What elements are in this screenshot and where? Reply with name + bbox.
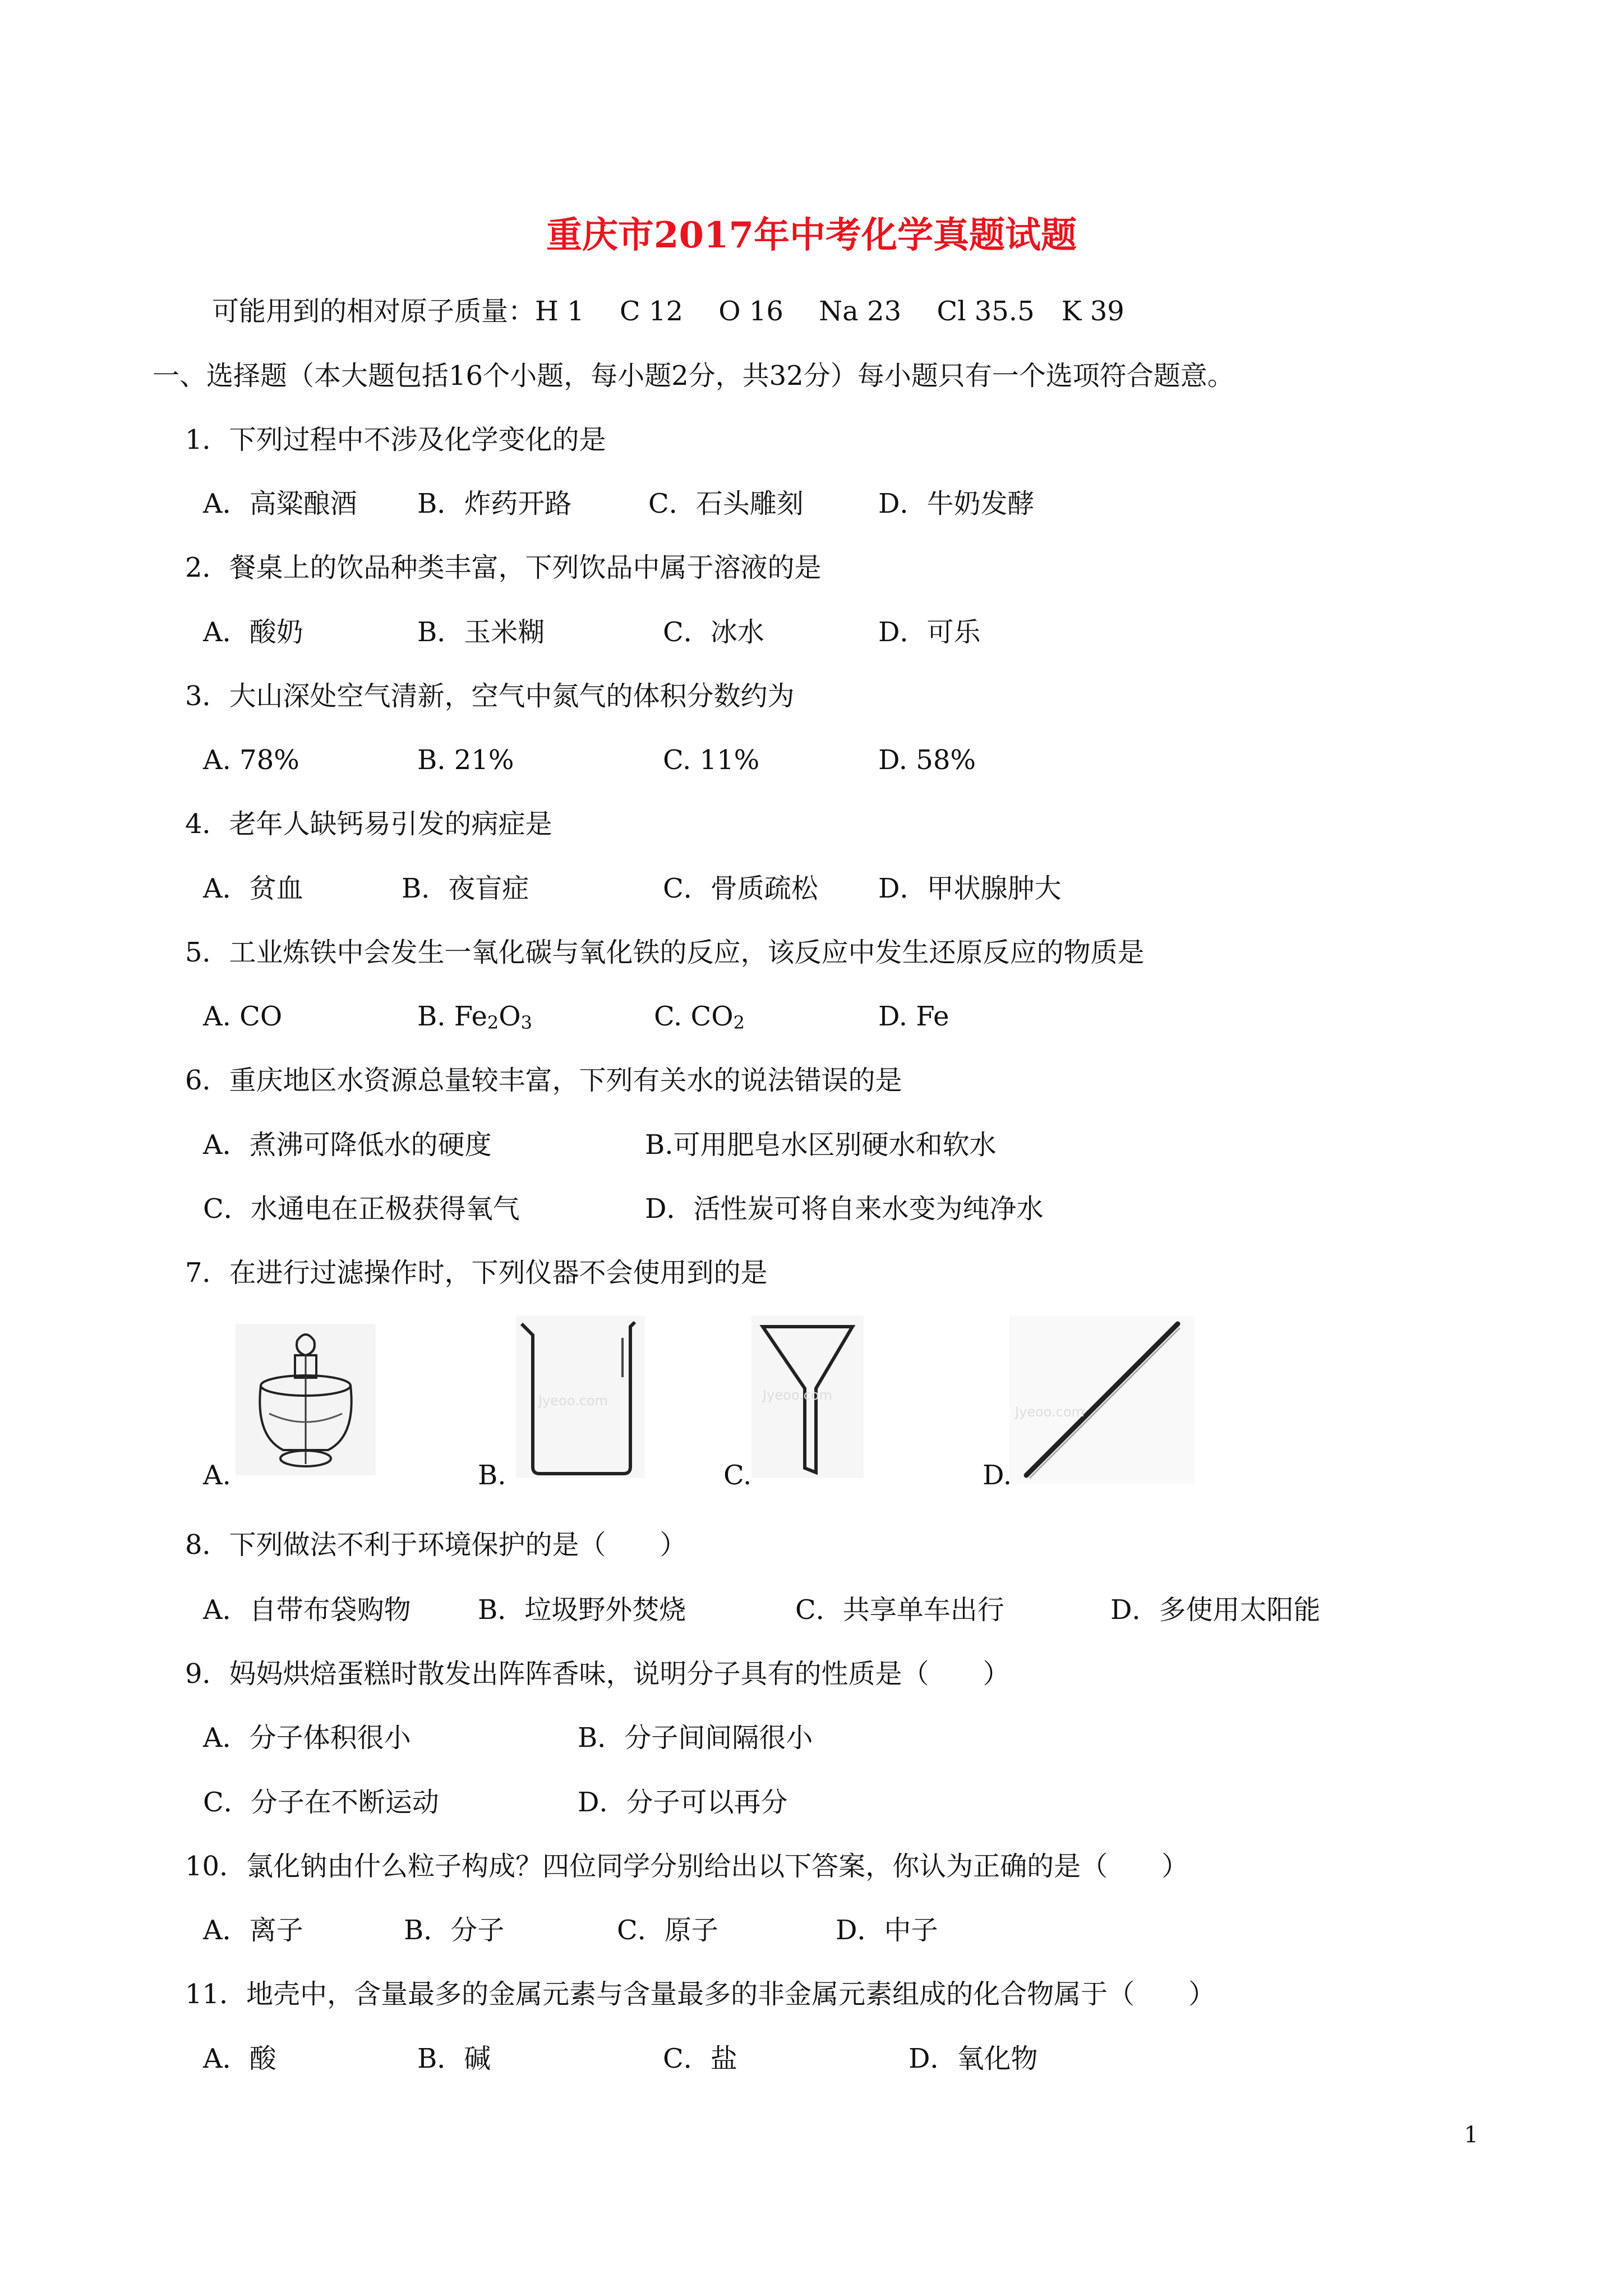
q7-option-a: A. — [203, 1460, 231, 1491]
atomic-masses-line: 可能用到的相对原子质量：H 1 C 12 O 16 Na 23 Cl 35.5 K 39 — [212, 296, 1124, 327]
page-number: 1 — [1464, 2122, 1478, 2148]
q3-option-a: A. 78% — [203, 744, 299, 776]
q10-option-c: C．原子 — [617, 1915, 718, 1946]
q7-option-c: C. — [723, 1460, 752, 1491]
q8-option-d: D．多使用太阳能 — [1110, 1594, 1321, 1626]
rod-watermark: Jyeoo.com — [1015, 1404, 1085, 1420]
q11-option-d: D．氧化物 — [909, 2043, 1038, 2074]
q6-option-c: C．水通电在正极获得氧气 — [203, 1193, 520, 1225]
question-4-stem: 4．老年人缺钙易引发的病症是 — [185, 808, 552, 840]
q6-option-a: A．煮沸可降低水的硬度 — [203, 1129, 492, 1161]
q2-option-d: D．可乐 — [878, 616, 981, 648]
q11-option-a: A．酸 — [203, 2043, 276, 2074]
q7-option-b: B. — [478, 1460, 506, 1491]
q7-option-d: D. — [983, 1460, 1012, 1491]
q3-option-d: D. 58% — [878, 744, 976, 776]
q9-option-d: D．分子可以再分 — [578, 1787, 788, 1818]
q8-option-b: B．垃圾野外焚烧 — [478, 1594, 686, 1626]
q9-option-c: C．分子在不断运动 — [203, 1787, 439, 1818]
q2-option-c: C．冰水 — [663, 616, 764, 648]
q4-option-d: D．甲状腺肿大 — [878, 873, 1062, 904]
q9-option-b: B．分子间间隔很小 — [578, 1722, 813, 1754]
q4-option-c: C．骨质疏松 — [663, 873, 818, 904]
question-1-stem: 1．下列过程中不涉及化学变化的是 — [185, 424, 606, 455]
question-10-stem: 10．氯化钠由什么粒子构成？四位同学分别给出以下答案，你认为正确的是（ ） — [185, 1851, 1189, 1882]
section-header: 一、选择题（本大题包括16个小题，每小题2分，共32分）每小题只有一个选项符合题意。 — [153, 360, 1234, 392]
q10-option-a: A．离子 — [203, 1915, 303, 1946]
funnel-figure — [751, 1315, 864, 1478]
q9-option-a: A．分子体积很小 — [203, 1722, 411, 1754]
question-2-stem: 2．餐桌上的饮品种类丰富，下列饮品中属于溶液的是 — [185, 552, 822, 583]
question-5-stem: 5．工业炼铁中会发生一氧化碳与氧化铁的反应，该反应中发生还原反应的物质是 — [185, 937, 1145, 968]
glass-rod-figure — [1009, 1315, 1195, 1484]
question-3-stem: 3．大山深处空气清新，空气中氮气的体积分数约为 — [185, 680, 795, 712]
q11-option-c: C．盐 — [663, 2043, 737, 2074]
q5-option-b: B. $Fe_2O_3$ — [417, 1001, 532, 1033]
funnel-watermark: Jyeoo.com — [763, 1387, 832, 1403]
q4-option-a: A．贫血 — [203, 873, 303, 904]
question-6-stem: 6．重庆地区水资源总量较丰富，下列有关水的说法错误的是 — [185, 1065, 902, 1096]
q8-option-c: C．共享单车出行 — [795, 1594, 1004, 1626]
q2-option-b: B．玉米糊 — [417, 616, 545, 648]
q6-option-b: B.可用肥皂水区别硬水和软水 — [645, 1129, 997, 1161]
q10-option-b: B．分子 — [404, 1915, 505, 1946]
question-11-stem: 11．地壳中，含量最多的金属元素与含量最多的非金属元素组成的化合物属于（ ） — [185, 1978, 1216, 2010]
q10-option-d: D．中子 — [836, 1915, 938, 1946]
question-8-stem: 8．下列做法不利于环境保护的是（ ） — [185, 1529, 687, 1561]
q5-option-d: D. Fe — [878, 1001, 949, 1032]
q11-option-b: B．碱 — [417, 2043, 491, 2074]
q3-option-c: C. 11% — [663, 744, 760, 776]
beaker-figure — [516, 1315, 645, 1478]
q1-option-a: A．高粱酿酒 — [203, 488, 357, 519]
question-9-stem: 9．妈妈烘焙蛋糕时散发出阵阵香味，说明分子具有的性质是（ ） — [185, 1658, 1010, 1690]
page-title: 重庆市2017年中考化学真题试题 — [546, 214, 1077, 256]
alcohol-lamp-figure — [236, 1324, 376, 1475]
q3-option-b: B. 21% — [417, 744, 514, 776]
q5-option-c: C. $CO_2$ — [654, 1001, 745, 1033]
q8-option-a: A．自带布袋购物 — [203, 1594, 411, 1626]
beaker-watermark: Jyeoo.com — [538, 1393, 608, 1409]
q5-option-a: A. CO — [203, 1001, 283, 1032]
q2-option-a: A．酸奶 — [203, 616, 303, 648]
q4-option-b: B．夜盲症 — [402, 873, 529, 904]
q1-option-c: C．石头雕刻 — [648, 488, 804, 519]
question-7-stem: 7．在进行过滤操作时，下列仪器不会使用到的是 — [185, 1257, 768, 1289]
q6-option-d: D．活性炭可将自来水变为纯净水 — [645, 1193, 1044, 1225]
q1-option-b: B．炸药开路 — [417, 488, 572, 519]
q1-option-d: D．牛奶发酵 — [878, 488, 1035, 519]
